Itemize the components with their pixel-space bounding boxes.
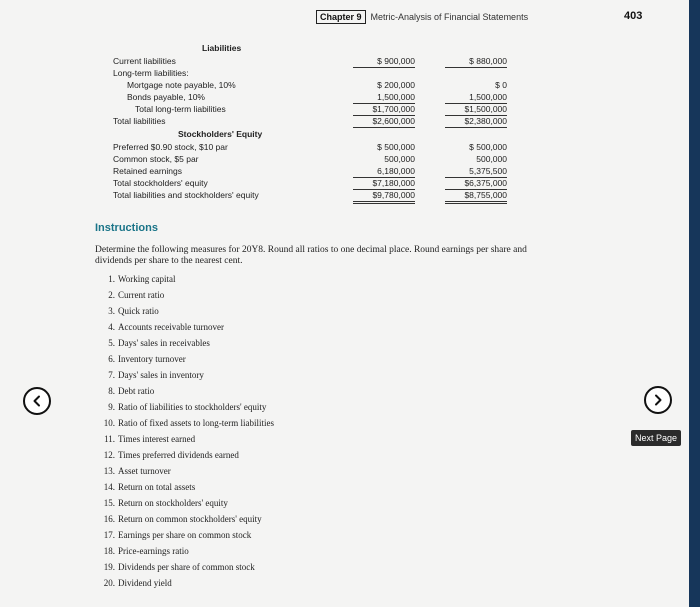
list-item: 3. Quick ratio <box>108 306 159 316</box>
chevron-left-icon <box>31 395 43 407</box>
measures-list <box>95 271 274 591</box>
equity-heading: Stockholders' Equity <box>178 129 263 139</box>
list-item: 8. Debt ratio <box>108 386 155 396</box>
previous-page-button[interactable] <box>23 387 51 415</box>
list-item: 2. Current ratio <box>108 290 165 300</box>
chevron-right-icon <box>652 394 664 406</box>
page-number: 403 <box>624 10 643 22</box>
instructions-text: Determine the following measures for 20Y8. Round all ratios to one decimal place. Round earnings per share and dividends per share to the nearest cent. <box>95 245 527 266</box>
list-item: 16. Return on common stockholders' equity <box>103 514 262 524</box>
list-item: 5. Days' sales in receivables <box>108 338 210 348</box>
list-item: 17. Earnings per share on common stock <box>103 530 252 540</box>
next-page-tooltip: Next Page <box>631 430 681 446</box>
list-item: 9. Ratio of liabilities to stockholders' equity <box>108 402 267 412</box>
instructions-heading: Instructions <box>95 222 158 234</box>
right-edge-bar <box>689 0 700 607</box>
chapter-label: Chapter 9 <box>316 10 366 24</box>
list-item: 18. Price-earnings ratio <box>103 546 189 556</box>
list-item: 19. Dividends per share of common stock <box>103 562 255 572</box>
list-item: 12. Times preferred dividends earned <box>103 450 239 460</box>
liabilities-heading: Liabilities <box>202 43 242 53</box>
next-page-button[interactable] <box>644 386 672 414</box>
chapter-title: Metric-Analysis of Financial Statements <box>370 12 529 22</box>
list-item: 6. Inventory turnover <box>108 354 186 364</box>
list-item: 4. Accounts receivable turnover <box>108 322 224 332</box>
list-item: 13. Asset turnover <box>103 466 171 476</box>
list-item: 7. Days' sales in inventory <box>108 370 204 380</box>
list-item: 11. Times interest earned <box>104 434 196 444</box>
list-item: 15. Return on stockholders' equity <box>103 498 228 508</box>
list-item: 20. Dividend yield <box>103 578 172 588</box>
list-item: 1. Working capital <box>108 274 176 284</box>
running-header <box>316 10 528 24</box>
list-item: 14. Return on total assets <box>103 482 196 492</box>
list-item: 10. Ratio of fixed assets to long-term liabilities <box>103 418 274 428</box>
